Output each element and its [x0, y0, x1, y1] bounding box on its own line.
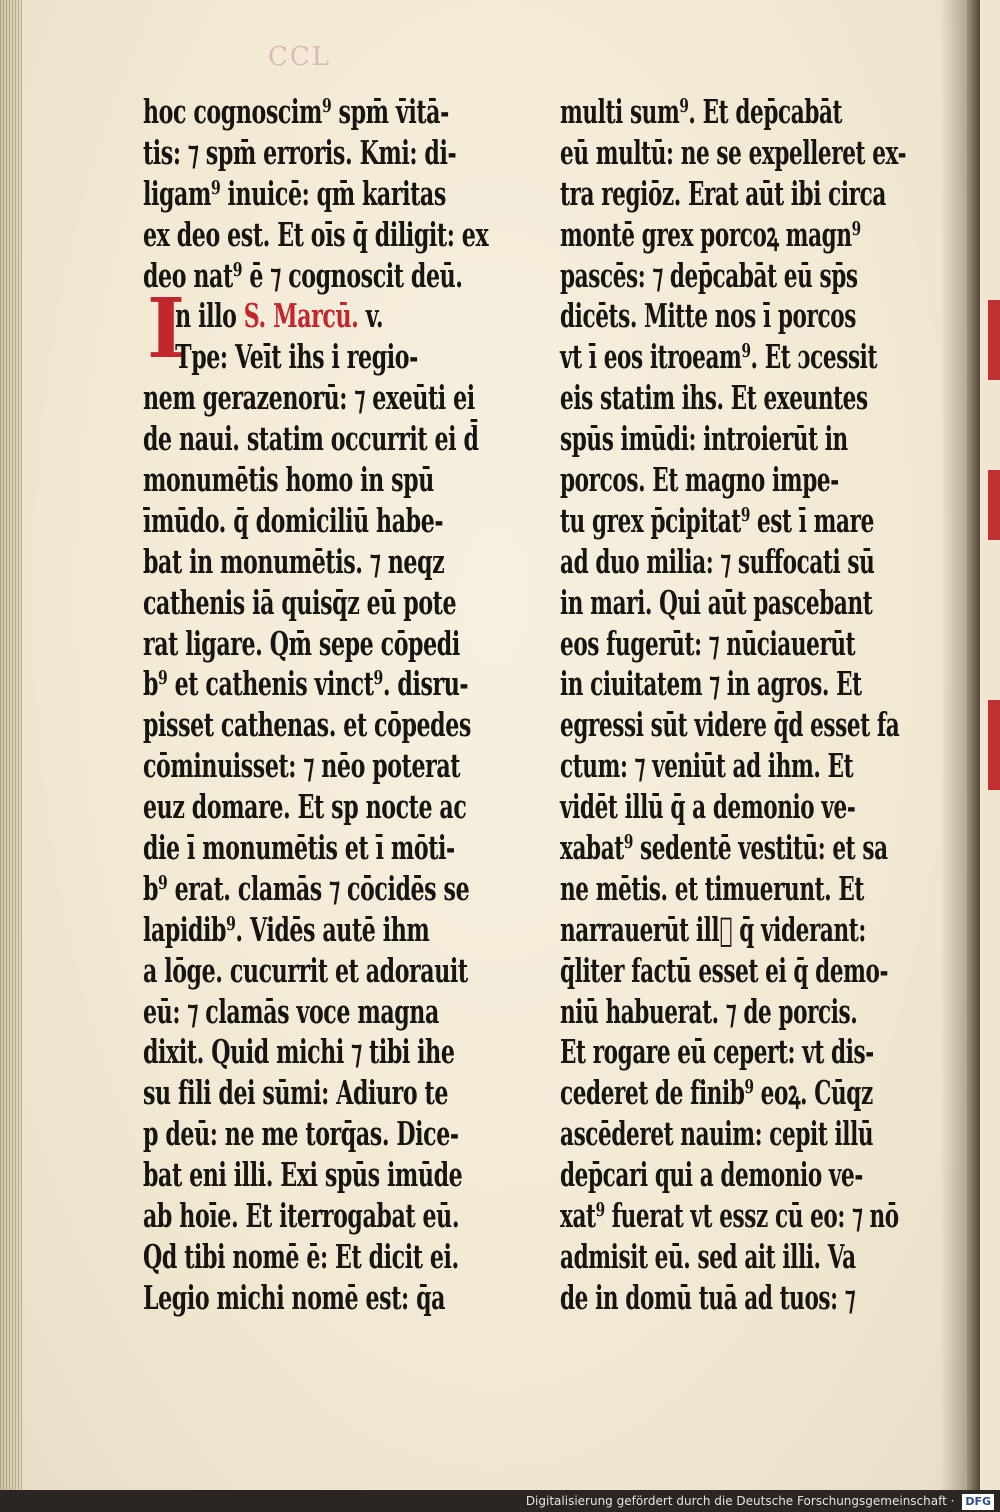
text-line: die ī monumētis et ī mōti-	[143, 828, 455, 868]
text-line: cederet de finib⁹ eoꝝ. Cūqz	[560, 1073, 873, 1113]
text-line: pascēs: ⁊ dep̄cabāt eū sp̄s	[560, 255, 858, 295]
text-line: su fili dei sūmi: Adiuro te	[143, 1073, 449, 1113]
text-line: ascēderet nauim: cepit illū	[560, 1114, 874, 1154]
text-line: ligam⁹ inuicē: qm̄ karitas	[143, 173, 446, 213]
text-line: b⁹ erat. clamās ⁊ cōcidēs se	[143, 868, 470, 908]
text-line: lapidib⁹. Vidēs autē ihm	[143, 909, 430, 949]
red-initial-letter: I	[146, 281, 186, 377]
right-text-column	[560, 92, 1000, 1319]
digitization-footer	[0, 1490, 1000, 1512]
text-line: xat⁹ fuerat vt essz cū eo: ⁊ nō	[560, 1196, 899, 1236]
text-line: ex deo est. Et oīs q̄ diligit: ex	[143, 214, 489, 254]
text-line: eos fugerūt: ⁊ nūciauerūt	[560, 623, 856, 663]
text-line: narrauerūt ill᷑ q̄ viderant:	[560, 909, 866, 949]
text-line: eū multū: ne se expelleret ex-	[560, 132, 907, 172]
text-line: eis statim ihs. Et exeuntes	[560, 378, 868, 418]
text-line: Et rogare eū cepert: vt dis-	[560, 1032, 874, 1072]
rubric-line-after: v.	[365, 296, 384, 336]
text-line: multi sum⁹. Et dep̄cabāt	[560, 92, 843, 131]
text-line: dixit. Quid michi ⁊ tibi ihe	[143, 1032, 455, 1072]
text-line: vidēt illū q̄ a demonio ve-	[560, 787, 856, 827]
text-line: Legio michi nomē est: q̄a	[143, 1277, 446, 1317]
text-line: de in domū tuā ad tuos: ⁊	[560, 1277, 856, 1317]
text-line: cathenis iā quisq̄z eū pote	[143, 582, 457, 622]
text-line: ab hoīe. Et iterrogabat eū.	[143, 1196, 460, 1236]
text-line: in mari. Qui aūt pascebant	[560, 582, 873, 622]
text-line: dicēts. Mitte nos ī porcos	[560, 296, 856, 336]
text-line: pisset cathenas. et cōpedes	[143, 705, 471, 745]
text-line: tu grex p̄cipitat⁹ est ī mare	[560, 500, 874, 540]
footer-credit-text: Digitalisierung gefördert durch die Deutsche Forschungsgemeinschaft	[525, 1494, 947, 1508]
rubric-line-text: n illo	[175, 296, 237, 336]
text-line: īmūdo. q̄ domiciliū habe-	[143, 500, 444, 540]
text-line: egressi sūt videre q̄d esset fa	[560, 705, 900, 745]
text-line: ne mētis. et timuerunt. Et	[560, 868, 864, 908]
rubric-heading: S. Marcū.	[243, 296, 359, 336]
text-line: vt ī eos itroeam⁹. Et ɔcessit	[560, 337, 878, 377]
text-line: bat eni illi. Exi spūs imūde	[143, 1155, 463, 1195]
text-line: in ciuitatem ⁊ in agros. Et	[560, 664, 862, 704]
text-line: euz domare. Et sp nocte ac	[143, 787, 467, 827]
text-line: cōminuisset: ⁊ nēo poterat	[143, 746, 461, 786]
text-line: q̄liter factū esset ei q̄ demo-	[560, 950, 889, 990]
text-line: p deū: ne me torq̄as. Dice-	[143, 1114, 459, 1154]
text-line: de naui. statim occurrit ei d̄	[143, 419, 479, 459]
text-line: rat ligare. Qm̄ sepe cōpedi	[143, 623, 460, 663]
text-line: ad duo milia: ⁊ suffocati sū	[560, 541, 875, 581]
text-line: a lōge. cucurrit et adorauit	[143, 950, 468, 990]
text-line: admisit eū. sed ait illi. Va	[560, 1236, 856, 1276]
text-line: deo nat⁹ ē ⁊ cognoscit deū.	[143, 255, 463, 295]
text-line: nem gerazenorū: ⁊ exeūti ei	[143, 378, 475, 418]
text-line: Qd tibi nomē ē: Et dicit ei.	[143, 1236, 459, 1276]
text-line: eū: ⁊ clamās voce magna	[143, 991, 439, 1031]
text-line: b⁹ et cathenis vinct⁹. disru-	[143, 664, 469, 704]
dfg-logo: DFG	[962, 1494, 994, 1510]
text-line: porcos. Et magno impe-	[560, 460, 839, 500]
text-line: dep̄cari qui a demonio ve-	[560, 1155, 863, 1195]
footer-separator: ·	[950, 1494, 955, 1508]
foliation-number: CCL	[268, 42, 332, 72]
text-line: spūs imūdi: introierūt in	[560, 419, 848, 459]
text-line: tis: ⁊ spm̄ erroris. Kmi: di-	[143, 132, 457, 172]
page-edges	[0, 0, 22, 1490]
text-line: niū habuerat. ⁊ de porcis.	[560, 991, 858, 1031]
text-line: Tpe: Veīt ihs i regio-	[175, 337, 418, 377]
text-line: ctum: ⁊ veniūt ad ihm. Et	[560, 746, 854, 786]
text-line: tra regiōz. Erat aūt ibi circa	[560, 173, 886, 213]
text-line: bat in monumētis. ⁊ neqz	[143, 541, 445, 581]
text-line: xabat⁹ sedentē vestitū: et sa	[560, 828, 888, 868]
text-line: hoc cognoscim⁹ spm̄ v̄itā-	[143, 92, 449, 131]
rubric-line	[143, 296, 488, 337]
text-line: monumētis homo in spū	[143, 460, 434, 500]
text-line: montē grex porcoꝝ magn⁹	[560, 214, 861, 254]
